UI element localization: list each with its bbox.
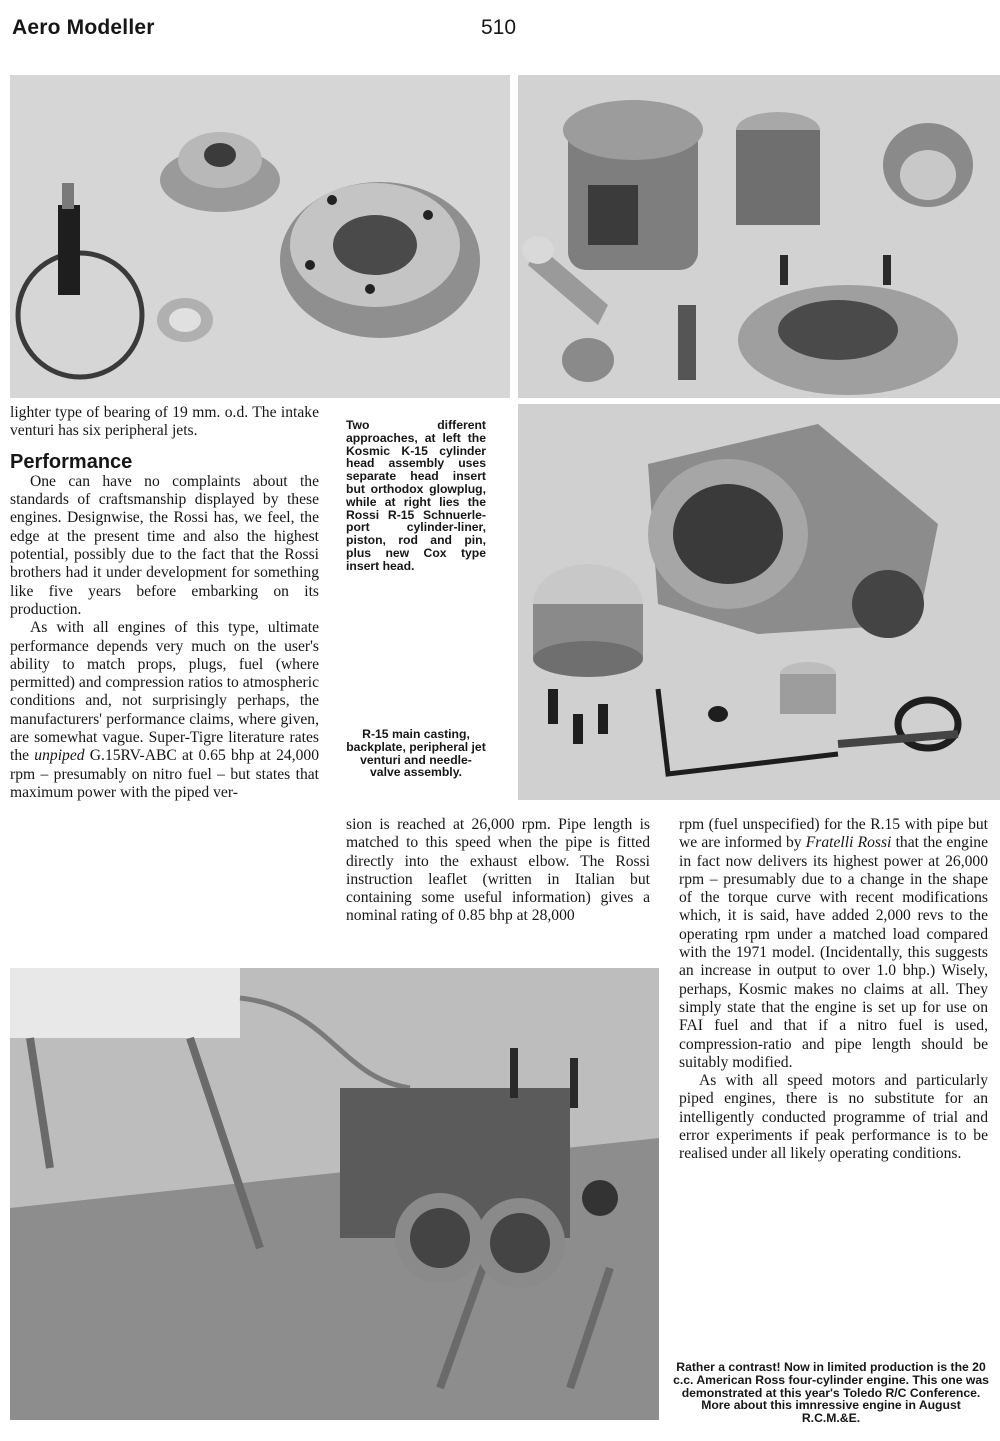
article-column-2 — [346, 816, 650, 926]
column-3-paragraph-2: As with all speed motors and particularly piped engines, there is no substitute for an intelligently conducted programme of trial and error experiments if peak performance is to be realised under all likely operating conditions. — [679, 1072, 988, 1163]
column-2-paragraph: sion is reached at 26,000 rpm. Pipe length is matched to this speed when the pipe is fitted directly into the exhaust elbow. The Rossi instruction leaflet (written in Italian but containing some useful information) gives a nominal rating of 0.85 bhp at 28,000 — [346, 816, 650, 925]
magazine-title: Aero Modeller — [12, 16, 155, 39]
p2-text-b: G.15RV-ABC at 0.65 bhp at 24,000 rpm – presumably on nitro fuel – but states that maximum power with the piped ver- — [10, 747, 320, 801]
caption-head-approaches: Two different approaches, at left the Kosmic K-15 cylinder head assembly uses separate head insert but orthodox glowplug, while at right lies the Rossi R-15 Schnuerle-port cylinder-liner, piston, rod and pin, plus new Cox type insert head. — [346, 418, 486, 573]
article-column-1 — [10, 404, 319, 802]
photo-ross-four-cylinder-engine — [10, 968, 659, 1420]
col3-emphasis: Fratelli Rossi — [805, 834, 892, 852]
column-3-paragraph-1 — [679, 816, 988, 1072]
col3-text-a: rpm (fuel unspecified) for the R.15 with pipe but we are informed by — [679, 816, 988, 852]
page-number: 510 — [481, 16, 517, 39]
article-column-3 — [679, 816, 988, 1164]
performance-paragraph-1: One can have no complaints about the standards of craftsmanship displayed by these engines. Designwise, the Rossi has, we feel, the edge at the present time and also the highest potential, possibly due to the fact that the Rossi brothers had it under development for something like five years before embarking on its production. — [10, 472, 319, 618]
photo-main-casting — [518, 404, 1000, 800]
section-heading-performance: Performance — [10, 450, 133, 473]
photo-rossi-liner-parts — [518, 75, 1000, 398]
p2-emphasis: unpiped — [34, 747, 85, 765]
performance-paragraph-2 — [10, 619, 319, 802]
caption-main-casting: R-15 main casting, backplate, peripheral jet venturi and needle-valve assembly. — [346, 727, 486, 780]
continuation-paragraph: lighter type of bearing of 19 mm. o.d. The intake venturi has six peripheral jets. — [10, 404, 319, 440]
photo-kosmic-head-parts — [10, 75, 510, 398]
caption-ross-engine: Rather a contrast! Now in limited production is the 20 c.c. American Ross four-cylinder engine. This one was demonstrated at this year's Toledo R/C Conference. More about this imnressive engine in August R.C.M.&E. — [673, 1360, 989, 1426]
p2-text-a: As with all engines of this type, ultimate performance depends very much on the user's ability to match props, plugs, fuel (where permitted) and compression ratios to atmospheric conditions and, not surprisingly perhaps, the manufacturers' performance claims, where given, are somewhat vague. Super-Tigre literature rates the — [10, 619, 319, 765]
col3-text-b: that the engine in fact now delivers its highest power at 26,000 rpm – presumably due to a change in the shape of the torque curve with recent modifications which, it is said, have added 2,000 revs to the operating rpm under a matched load compared with the 1971 model. (Incidentally, this suggests an increase in output to over 1.0 bhp.) Wisely, perhaps, Kosmic makes no claims at all. They simply state that the engine is set up for use on FAI fuel and that if a nitro fuel is used, compression-ratio and pipe length should be suitably modified. — [679, 834, 988, 1071]
